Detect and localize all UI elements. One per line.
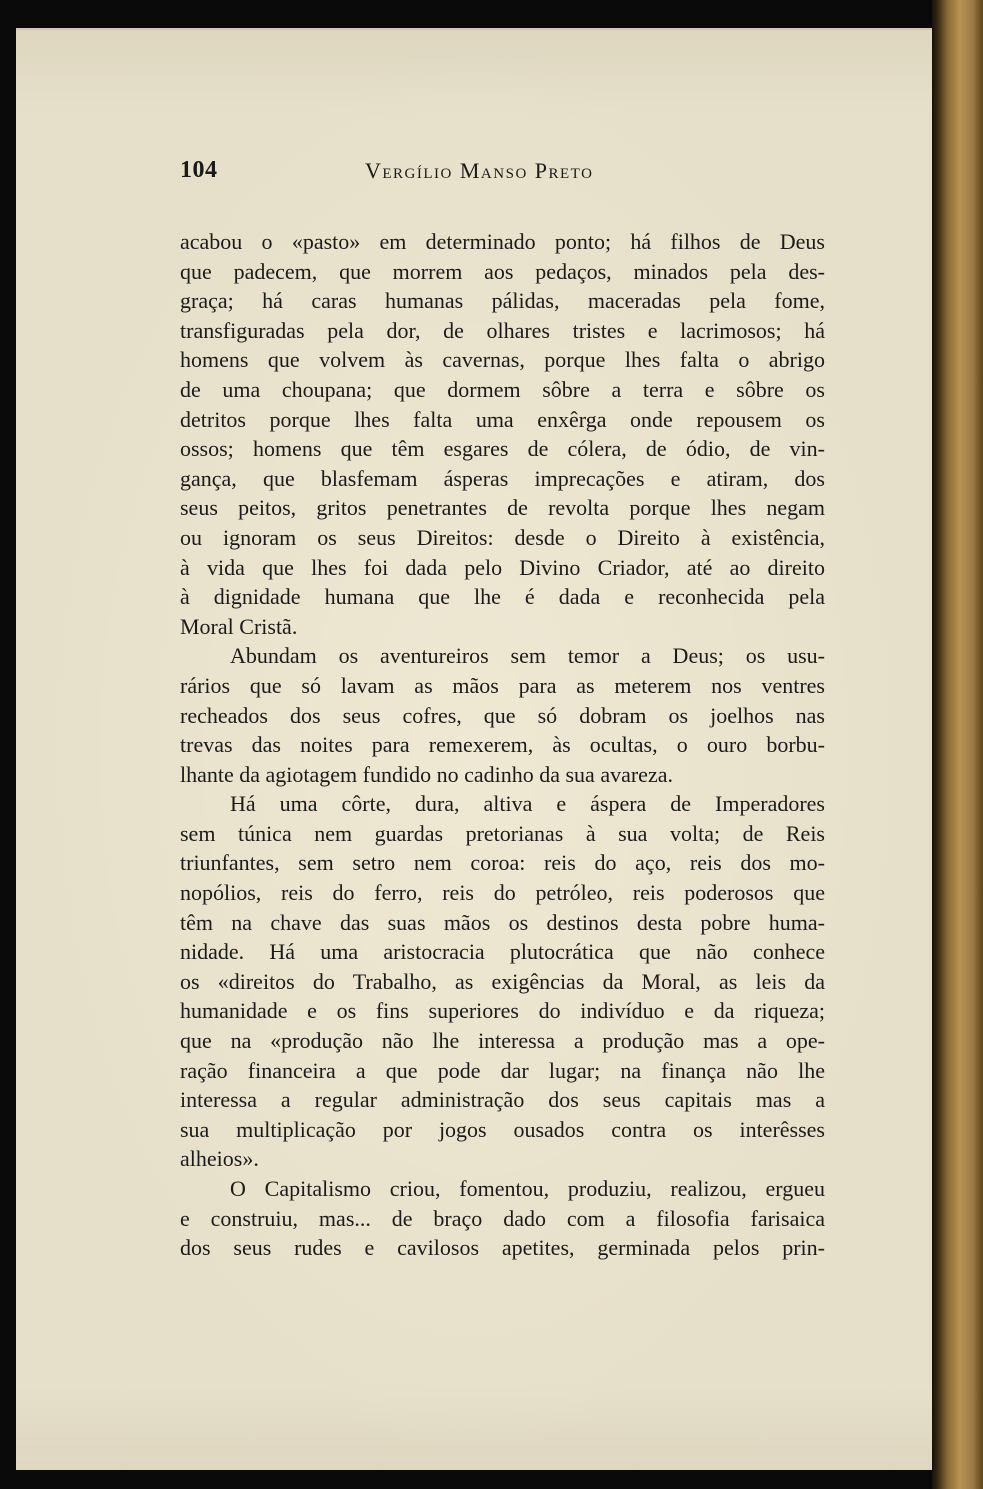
text-line: recheados dos seus cofres, que só dobram os joelhos nas bbox=[180, 702, 825, 728]
text-line: que na «produção não lhe interessa a produção mas a ope- bbox=[180, 1028, 825, 1054]
text-line: ração financeira a que pode dar lugar; na finança não lhe bbox=[180, 1057, 825, 1083]
text-line: trevas das noites para remexerem, às ocultas, o ouro borbu- bbox=[180, 732, 825, 758]
text-line: gança, que blasfemam ásperas imprecações e atiram, dos bbox=[180, 465, 825, 491]
text-line: detritos porque lhes falta uma enxêrga onde repousem os bbox=[180, 406, 825, 432]
text-line: os «direitos do Trabalho, as exigências da Moral, as leis da bbox=[180, 968, 825, 994]
text-line: ossos; homens que têm esgares de cólera, de ódio, de vin- bbox=[180, 436, 825, 462]
text-line: transfiguradas pela dor, de olhares tristes e lacrimosos; há bbox=[180, 317, 825, 343]
body-text bbox=[180, 227, 825, 1263]
text-line: sua multiplicação por jogos ousados contra os interêsses bbox=[180, 1116, 825, 1142]
text-line: dos seus rudes e cavilosos apetites, germinada pelos prin- bbox=[180, 1235, 825, 1261]
text-line: têm na chave das suas mãos os destinos desta pobre huma- bbox=[180, 909, 825, 935]
running-head: Vergílio Manso Preto bbox=[365, 158, 594, 183]
text-line: lhante da agiotagem fundido no cadinho da sua avareza. bbox=[180, 761, 673, 787]
text-line: interessa a regular administração dos seus capitais mas a bbox=[180, 1087, 825, 1113]
page-header bbox=[180, 157, 640, 187]
text-line: nidade. Há uma aristocracia plutocrática que não conhece bbox=[180, 939, 825, 965]
text-line: e construiu, mas... de braço dado com a filosofia farisaica bbox=[180, 1205, 825, 1231]
page-number: 104 bbox=[180, 157, 218, 183]
text-line: alheios». bbox=[180, 1146, 259, 1172]
text-line: graça; há caras humanas pálidas, maceradas pela fome, bbox=[180, 288, 825, 314]
text-line: Moral Cristã. bbox=[180, 613, 298, 639]
text-line: Há uma côrte, dura, altiva e áspera de Imperadores bbox=[230, 791, 825, 817]
book-page-edge bbox=[932, 0, 983, 1489]
text-line: à dignidade humana que lhe é dada e reconhecida pela bbox=[180, 584, 825, 610]
text-line: nopólios, reis do ferro, reis do petróleo, reis poderosos que bbox=[180, 880, 825, 906]
text-line: O Capitalismo criou, fomentou, produziu, realizou, ergueu bbox=[230, 1176, 825, 1201]
text-line: humanidade e os fins superiores do indivíduo e da riqueza; bbox=[180, 998, 825, 1024]
text-line: triunfantes, sem setro nem coroa: reis do aço, reis dos mo- bbox=[180, 850, 825, 876]
text-line: rários que só lavam as mãos para as meterem nos ventres bbox=[180, 672, 825, 698]
text-line: de uma choupana; que dormem sôbre a terra e sôbre os bbox=[180, 376, 825, 402]
text-line: seus peitos, gritos penetrantes de revolta porque lhes negam bbox=[180, 495, 825, 521]
text-line: sem túnica nem guardas pretorianas à sua volta; de Reis bbox=[180, 820, 825, 846]
text-line: homens que volvem às cavernas, porque lhes falta o abrigo bbox=[180, 347, 825, 373]
text-line: que padecem, que morrem aos pedaços, minados pela des- bbox=[180, 258, 825, 284]
text-line: acabou o «pasto» em determinado ponto; há filhos de Deus bbox=[180, 229, 825, 254]
text-line: ou ignoram os seus Direitos: desde o Direito à existência, bbox=[180, 524, 825, 550]
text-line: Abundam os aventureiros sem temor a Deus; os usu- bbox=[230, 643, 825, 669]
text-line: à vida que lhes foi dada pelo Divino Criador, até ao direito bbox=[180, 554, 825, 580]
